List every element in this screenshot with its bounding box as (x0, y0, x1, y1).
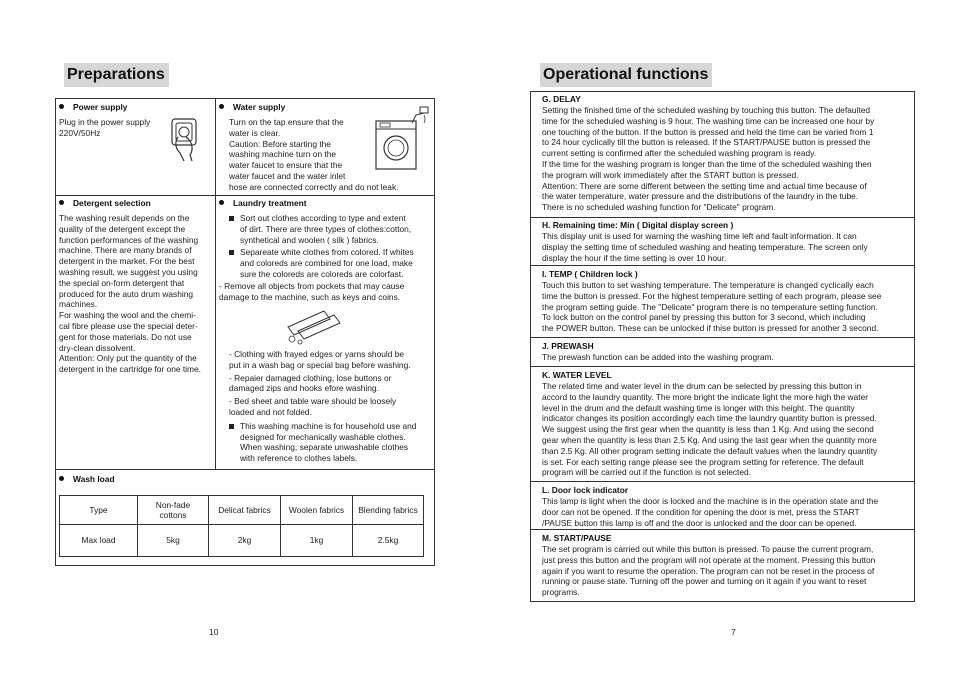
text-line: Touch this button to set washing temperature. The temperature is changed cyclically each (542, 280, 874, 290)
text-line: is set. For each setting range please see the program setting for reference. The default (542, 456, 864, 467)
table-cell: Delicat fabrics (209, 496, 281, 525)
laundry-item-separate (229, 247, 434, 279)
text-line: display the hour if the time setting is over 10 hour. (542, 252, 727, 263)
wash-load-heading: Wash load (73, 474, 115, 484)
section-prewash (531, 337, 914, 363)
page-number-left: 10 (209, 627, 219, 637)
washing-machine-icon (372, 103, 432, 173)
table-cell: Non-fade cottons (138, 496, 209, 525)
bullet-icon (219, 104, 224, 109)
text-line: than 2.5 Kg. All other program setting indicate the default values when the laundry quantity (542, 445, 878, 456)
text-line: the program setting guide. The "Delicate" program there is no temperature setting function. (542, 301, 878, 312)
text-line: of dirt. There are three types of clothes:cotton, (240, 223, 412, 234)
page-title-operational-functions: Operational functions (540, 63, 712, 87)
text-line: Setting the finished time of the scheduled washing by touching this button. The defaulted (542, 105, 871, 115)
detergent-selection-text (59, 213, 215, 375)
text-line: to 24 hour cyclically till the button is released. If the START/PAUSE button is pressed the (542, 137, 871, 148)
text-line: machine. There are many brands of (59, 245, 192, 256)
text-line: produced for the auto drum washing (59, 288, 194, 299)
section-heading: G. DELAY (542, 94, 581, 104)
text-line: accord to the laundry quantity. The more bright the indicate light the more high the water (542, 391, 869, 402)
text-line: We suggest using the first gear when the quantity is less than 1 Kg. And using the second (542, 424, 874, 435)
section-heading: M. START/PAUSE (542, 533, 612, 543)
text-line: damaged zips and hooks efore washing. (229, 383, 379, 394)
text-line: programs. (542, 587, 580, 598)
text-line: Caution: Before starting the (229, 138, 331, 149)
text-line: indicator changes its position accordingly each time the laundry quantity button is pressed. (542, 413, 877, 424)
laundry-frayed-text (229, 349, 434, 464)
text-line: just press this button and the program will not operate at the moment. Pressing this button (542, 554, 876, 565)
text-line: running or pause state. Turning off the power and turning on it again if you want to reset (542, 576, 867, 587)
text-line: detergent in the market. For the best (59, 256, 195, 267)
text-line: sure the coloreds are coloreds are colorfast. (240, 268, 404, 279)
text-line: - Bed sheet and table ware should be loosely (229, 396, 397, 407)
table-cell: 5kg (138, 525, 209, 557)
text-line: detergent in the cartridge for one time. (59, 364, 201, 375)
bullet-icon (59, 476, 64, 481)
text-line: This washing machine is for household use and (240, 420, 417, 431)
table-cell: Type (60, 496, 138, 525)
text-line: display the setting time of scheduled washing and heating temperature. The screen only (542, 241, 868, 252)
square-bullet-icon (229, 250, 234, 255)
laundry-treatment-heading: Laundry treatment (233, 198, 307, 208)
section-heading: I. TEMP ( Children lock ) (542, 269, 638, 279)
text-line: gent for those materials. Do not use (59, 331, 192, 342)
text-line: Plug in the power supply (59, 117, 151, 127)
table-cell: 2kg (209, 525, 281, 557)
square-bullet-icon (229, 424, 234, 429)
text-line: quality of the detergent except the (59, 223, 186, 234)
detergent-selection-heading: Detergent selection (73, 198, 151, 208)
text-line: Turn on the tap ensure that the (229, 117, 344, 127)
text-line: When washing, separate unwashable clothes (240, 442, 409, 453)
text-line: one touching of the button. If the button is pressed and held the time can be varied from 1 (542, 126, 874, 137)
text-line: water faucet to ensure that the (229, 160, 343, 171)
text-line: time for the scheduled washing is 9 hour. The washing time can be increased one hour by (542, 115, 875, 126)
text-line: - Clothing with frayed edges or yarns should be (229, 349, 405, 359)
section-heading: H. Remaining time: Min ( Digital display screen ) (542, 220, 734, 230)
section-text (542, 105, 903, 213)
text-line: damage to the machine, such as keys and coins. (219, 291, 401, 302)
text-line: Attention: There are some different between the setting time and actual time because of (542, 180, 867, 191)
text-line: cal fibre please use the special deter- (59, 320, 198, 331)
text-line: the water temperature, water pressure and the distributions of the laundry in the tube. (542, 191, 859, 202)
text-line: This display unit is used for warning the washing time left and fault information. It can (542, 231, 857, 241)
table-row (60, 496, 424, 525)
table-cell: Max load (60, 525, 138, 557)
text-line: Separeate white clothes from colored. If whites (240, 247, 414, 258)
power-plug-icon (164, 115, 204, 163)
table-cell: Woolen fabrics (281, 496, 353, 525)
text-line: - Remove all objects from pockets that may cause (219, 280, 405, 291)
operational-functions-table (530, 91, 915, 602)
section-text (542, 280, 903, 334)
text-line: function performances of the washing (59, 234, 199, 245)
text-line: If the time for the washing program is longer than the time of the scheduled washing then (542, 158, 872, 169)
text-line: - Repaier damaged clothing, lose buttons or (229, 372, 392, 383)
text-line: dry-clean dissolvent. (59, 342, 136, 353)
pocket-objects-icon (284, 305, 348, 345)
text-line: There is no scheduled washing function for "Delicate" program. (542, 202, 776, 213)
square-bullet-icon (229, 216, 234, 221)
table-cell: 2.5kg (353, 525, 424, 557)
text-line: washing result, we suggest you using (59, 266, 198, 277)
section-remaining-time (531, 217, 914, 263)
text-line: To lock button on the control panel by pressing this button for 3 second, which including (542, 312, 866, 323)
text-line: door can not be opened. If the condition for opening the door is met, press the START (542, 506, 860, 517)
table-row (60, 525, 424, 557)
laundry-item-household (229, 421, 434, 464)
section-heading: L. Door lock indicator (542, 485, 629, 495)
section-temp (531, 265, 914, 334)
section-water-level (531, 366, 914, 478)
page-title-preparations: Preparations (64, 63, 169, 87)
wash-load-table (59, 495, 424, 557)
text-line: and coloreds are combined for one load, make (240, 258, 413, 269)
water-supply-heading: Water supply (233, 102, 286, 112)
text-line: level in the drum and the default washing time is longer with this height. The quantity (542, 402, 855, 413)
text-line: designed for mechanically washable clothes. (240, 431, 406, 442)
text-line: Attention: Only put the quantity of the (59, 353, 197, 364)
section-text (542, 544, 903, 598)
text-line: gear when the quantity is less than 2.5 Kg. And using the last gear when the quantity more (542, 434, 877, 445)
detergent-selection-cell (59, 198, 215, 375)
text-line: For washing the wool and the chemi- (59, 310, 196, 321)
text-line: water faucet and the water inlet (229, 170, 346, 181)
text-line: /PAUSE button this lamp is off and the door is unlocked and the door can be opened. (542, 517, 857, 528)
wash-load-heading-row (59, 474, 115, 485)
section-start-pause (531, 529, 914, 598)
table-cell: Blending fabrics (353, 496, 424, 525)
section-heading: K. WATER LEVEL (542, 370, 612, 380)
bullet-icon (59, 200, 64, 205)
section-text (542, 231, 903, 263)
text-line: program will be carried out if the function is not selected. (542, 467, 752, 478)
text-line: synthetical and woolen ( silk ) fabrics. (240, 234, 379, 245)
text-line: washing machine turn on the (229, 149, 337, 160)
text-line: loaded and not folded. (229, 406, 312, 417)
text-line: the program will work immediately after the START button is pressed. (542, 169, 799, 180)
section-door-lock (531, 481, 914, 528)
text-line: hose are connected correctly and do not leak. (229, 181, 399, 192)
section-text (542, 381, 903, 478)
text-line: The related time and water level in the drum can be selected by pressing this button in (542, 381, 862, 391)
text-line: The washing result depends on the (59, 213, 190, 223)
text-line: current setting is confirmed after the scheduled washing program is ready. (542, 148, 817, 159)
text-line: This lamp is light when the door is locked and the machine is in the operation state and the (542, 496, 879, 506)
text-line: again if you want to resume the operation. The program can not be reset in the process of (542, 565, 875, 576)
text-line: The prewash function can be added into the washing program. (542, 352, 774, 362)
section-text (542, 496, 903, 528)
text-line: the special on-form detergent that (59, 277, 185, 288)
text-line: time the button is pressed. For the highest temperature setting of each program, please see (542, 290, 882, 301)
section-delay (531, 92, 914, 213)
power-supply-heading: Power supply (73, 102, 128, 112)
text-line: water is clear. (229, 127, 281, 138)
table-cell: 1kg (281, 525, 353, 557)
bullet-icon (219, 200, 224, 205)
bullet-icon (59, 104, 64, 109)
text-line: Sort out clothes according to type and extent (240, 213, 406, 223)
text-line: the POWER button. These can be unlocked if thise button is pressed for another 3 second. (542, 323, 879, 334)
page-number-right: 7 (731, 627, 736, 637)
laundry-remove-text (219, 281, 434, 303)
text-line: The set program is carried out while this button is pressed. To pause the current program, (542, 544, 874, 554)
text-line: machines. (59, 299, 98, 310)
text-line: 220V/50Hz (59, 127, 101, 138)
text-line: with reference to clothes labels. (240, 453, 358, 464)
laundry-item-sort (229, 213, 434, 245)
text-line: put in a wash bag or special bag before washing. (229, 359, 411, 370)
section-text (542, 352, 903, 363)
section-heading: J. PREWASH (542, 341, 594, 351)
laundry-treatment-cell (219, 198, 434, 302)
